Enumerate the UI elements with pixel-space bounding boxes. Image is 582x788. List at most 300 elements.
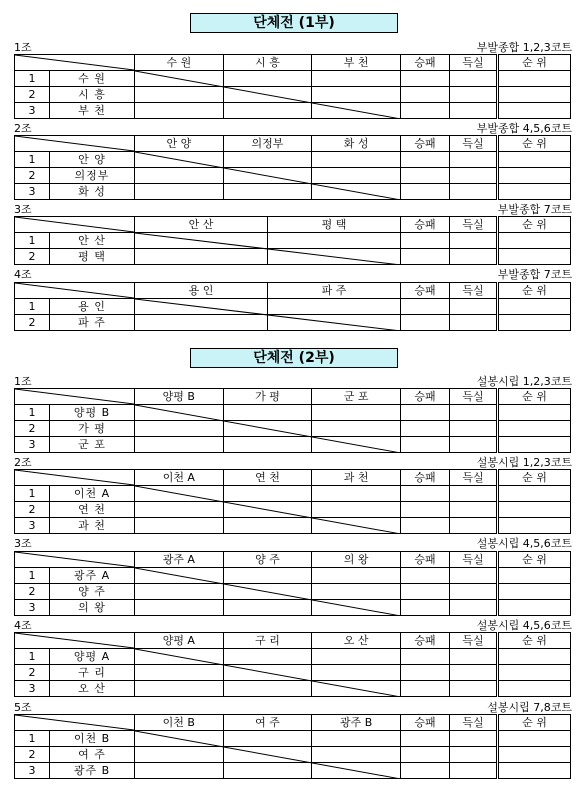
- result-cell[interactable]: [135, 405, 224, 421]
- header-team: 안 산: [135, 217, 268, 233]
- header-winloss: 승패: [401, 283, 450, 299]
- table-row: [15, 405, 571, 421]
- row-team: 이천 B: [50, 731, 135, 747]
- goals-cell[interactable]: [449, 584, 497, 600]
- row-number: 3: [15, 184, 50, 200]
- court-info: 설봉시립 1,2,3코트: [476, 456, 572, 469]
- table-row: [15, 299, 571, 315]
- rank-cell[interactable]: [497, 71, 570, 87]
- rank-cell[interactable]: [498, 299, 571, 315]
- corner-cell: [15, 633, 135, 649]
- result-cell[interactable]: [223, 584, 312, 600]
- row-number: 2: [15, 584, 50, 600]
- winloss-cell[interactable]: [400, 681, 449, 697]
- rank-cell[interactable]: [497, 518, 570, 534]
- group-label: 1조: [14, 375, 32, 388]
- header-team: 화 성: [312, 136, 401, 152]
- row-number: 2: [15, 87, 50, 103]
- goals-cell[interactable]: [449, 665, 497, 681]
- result-cell[interactable]: [268, 299, 401, 315]
- header-team: 의 왕: [312, 552, 401, 568]
- row-team: 시 흥: [50, 87, 135, 103]
- row-number: 2: [15, 168, 50, 184]
- goals-cell[interactable]: [450, 249, 498, 265]
- row-team: 파 주: [50, 315, 135, 331]
- goals-cell[interactable]: [449, 747, 497, 763]
- winloss-cell[interactable]: [400, 184, 449, 200]
- header-rank: 순 위: [497, 389, 570, 405]
- result-cell[interactable]: [223, 168, 312, 184]
- result-cell[interactable]: [135, 665, 224, 681]
- result-cell[interactable]: [223, 747, 312, 763]
- group-label: 3조: [14, 537, 32, 550]
- goals-cell[interactable]: [449, 437, 497, 453]
- header-team: 부 천: [312, 55, 401, 71]
- result-cell[interactable]: [223, 405, 312, 421]
- rank-cell[interactable]: [497, 731, 570, 747]
- result-cell[interactable]: [312, 87, 401, 103]
- result-cell[interactable]: [135, 103, 224, 119]
- court-info: 설봉시립 4,5,6코트: [476, 537, 572, 550]
- result-cell[interactable]: [312, 600, 401, 616]
- group-table: [14, 632, 571, 697]
- goals-cell[interactable]: [449, 600, 497, 616]
- court-info: 설봉시립 1,2,3코트: [476, 375, 572, 388]
- corner-cell: [15, 136, 135, 152]
- rank-cell[interactable]: [497, 184, 570, 200]
- result-cell[interactable]: [312, 518, 401, 534]
- row-number: 1: [15, 405, 50, 421]
- header-team: 여 주: [223, 715, 312, 731]
- result-cell[interactable]: [223, 518, 312, 534]
- header-rank: 순 위: [498, 283, 571, 299]
- winloss-cell[interactable]: [400, 103, 449, 119]
- row-number: 3: [15, 103, 50, 119]
- header-rank: 순 위: [497, 55, 570, 71]
- header-team: 양평 A: [135, 633, 224, 649]
- winloss-cell[interactable]: [400, 71, 449, 87]
- winloss-cell[interactable]: [401, 233, 450, 249]
- row-number: 1: [15, 731, 50, 747]
- group-label: 1조: [14, 41, 32, 54]
- goals-cell[interactable]: [449, 568, 497, 584]
- winloss-cell[interactable]: [400, 486, 449, 502]
- result-cell[interactable]: [312, 747, 401, 763]
- group-table: [14, 135, 571, 200]
- goals-cell[interactable]: [449, 168, 497, 184]
- group-table: [14, 469, 571, 534]
- table-row: [15, 249, 571, 265]
- row-number: 2: [15, 421, 50, 437]
- corner-cell: [15, 217, 135, 233]
- result-cell[interactable]: [135, 502, 224, 518]
- result-cell[interactable]: [223, 71, 312, 87]
- header-rank: 순 위: [497, 552, 570, 568]
- result-cell[interactable]: [312, 184, 401, 200]
- header-row: [15, 552, 571, 568]
- result-cell[interactable]: [312, 649, 401, 665]
- rank-cell[interactable]: [497, 405, 570, 421]
- winloss-cell[interactable]: [400, 763, 449, 779]
- result-cell[interactable]: [135, 233, 268, 249]
- header-rank: 순 위: [497, 470, 570, 486]
- result-cell[interactable]: [135, 184, 224, 200]
- goals-cell[interactable]: [449, 152, 497, 168]
- goals-cell[interactable]: [449, 763, 497, 779]
- row-team: 양 주: [50, 584, 135, 600]
- rank-cell[interactable]: [497, 649, 570, 665]
- result-cell[interactable]: [135, 168, 224, 184]
- result-cell[interactable]: [268, 233, 401, 249]
- goals-cell[interactable]: [449, 184, 497, 200]
- row-number: 2: [15, 249, 50, 265]
- result-cell[interactable]: [312, 763, 401, 779]
- rank-cell[interactable]: [497, 502, 570, 518]
- result-cell[interactable]: [312, 152, 401, 168]
- result-cell[interactable]: [135, 299, 268, 315]
- header-winloss: 승패: [400, 552, 449, 568]
- goals-cell[interactable]: [449, 486, 497, 502]
- row-number: 1: [15, 71, 50, 87]
- winloss-cell[interactable]: [400, 568, 449, 584]
- header-team: 구 리: [223, 633, 312, 649]
- goals-cell[interactable]: [449, 649, 497, 665]
- result-cell[interactable]: [135, 747, 224, 763]
- rank-cell[interactable]: [497, 152, 570, 168]
- goals-cell[interactable]: [449, 731, 497, 747]
- goals-cell[interactable]: [449, 518, 497, 534]
- result-cell[interactable]: [223, 763, 312, 779]
- result-cell[interactable]: [223, 600, 312, 616]
- header-winloss: 승패: [400, 715, 449, 731]
- table-row: [15, 584, 571, 600]
- result-cell[interactable]: [135, 584, 224, 600]
- header-row: [15, 55, 571, 71]
- row-number: 2: [15, 665, 50, 681]
- header-rank: 순 위: [497, 633, 570, 649]
- row-team: 과 천: [50, 518, 135, 534]
- row-number: 2: [15, 747, 50, 763]
- table-row: [15, 518, 571, 534]
- goals-cell[interactable]: [449, 405, 497, 421]
- goals-cell[interactable]: [450, 299, 498, 315]
- winloss-cell[interactable]: [400, 87, 449, 103]
- court-info: 부발종합 1,2,3코트: [476, 41, 572, 54]
- header-goals: 득실: [449, 389, 497, 405]
- goals-cell[interactable]: [450, 315, 498, 331]
- row-team: 가 평: [50, 421, 135, 437]
- table-row: [15, 87, 571, 103]
- table-row: [15, 747, 571, 763]
- group-label: 4조: [14, 619, 32, 632]
- group-label: 2조: [14, 122, 32, 135]
- winloss-cell[interactable]: [400, 731, 449, 747]
- header-goals: 득실: [450, 217, 498, 233]
- result-cell[interactable]: [223, 502, 312, 518]
- winloss-cell[interactable]: [400, 421, 449, 437]
- row-team: 군 포: [50, 437, 135, 453]
- row-team: 광주 A: [50, 568, 135, 584]
- header-goals: 득실: [449, 55, 497, 71]
- result-cell[interactable]: [223, 568, 312, 584]
- result-cell[interactable]: [135, 731, 224, 747]
- table-row: [15, 233, 571, 249]
- goals-cell[interactable]: [449, 502, 497, 518]
- header-team: 군 포: [312, 389, 401, 405]
- table-row: [15, 681, 571, 697]
- table-row: [15, 568, 571, 584]
- row-team: 여 주: [50, 747, 135, 763]
- winloss-cell[interactable]: [400, 747, 449, 763]
- result-cell[interactable]: [223, 665, 312, 681]
- court-info: 부발종합 7코트: [497, 268, 572, 281]
- result-cell[interactable]: [223, 87, 312, 103]
- corner-cell: [15, 283, 135, 299]
- header-winloss: 승패: [400, 470, 449, 486]
- header-goals: 득실: [449, 715, 497, 731]
- header-team: 양평 B: [135, 389, 224, 405]
- result-cell[interactable]: [223, 731, 312, 747]
- table-row: [15, 184, 571, 200]
- result-cell[interactable]: [312, 681, 401, 697]
- court-info: 부발종합 4,5,6코트: [476, 122, 572, 135]
- header-team: 양 주: [223, 552, 312, 568]
- result-cell[interactable]: [135, 71, 224, 87]
- row-number: 3: [15, 518, 50, 534]
- header-rank: 순 위: [497, 136, 570, 152]
- header-winloss: 승패: [400, 633, 449, 649]
- rank-cell[interactable]: [497, 486, 570, 502]
- row-team: 용 인: [50, 299, 135, 315]
- result-cell[interactable]: [312, 486, 401, 502]
- result-cell[interactable]: [312, 168, 401, 184]
- group-label: 3조: [14, 203, 32, 216]
- table-row: [15, 600, 571, 616]
- group-table: [14, 216, 571, 265]
- rank-cell[interactable]: [497, 763, 570, 779]
- rank-cell[interactable]: [497, 168, 570, 184]
- corner-cell: [15, 470, 135, 486]
- row-number: 3: [15, 437, 50, 453]
- header-winloss: 승패: [400, 55, 449, 71]
- rank-cell[interactable]: [497, 665, 570, 681]
- court-info: 부발종합 7코트: [497, 203, 572, 216]
- winloss-cell[interactable]: [401, 249, 450, 265]
- result-cell[interactable]: [223, 152, 312, 168]
- table-row: [15, 437, 571, 453]
- rank-cell[interactable]: [497, 421, 570, 437]
- result-cell[interactable]: [223, 437, 312, 453]
- header-team: 이천 A: [135, 470, 224, 486]
- header-team: 시 흥: [223, 55, 312, 71]
- row-number: 3: [15, 763, 50, 779]
- header-team: 평 택: [268, 217, 401, 233]
- winloss-cell[interactable]: [400, 502, 449, 518]
- goals-cell[interactable]: [449, 681, 497, 697]
- row-team: 양평 A: [50, 649, 135, 665]
- row-team: 연 천: [50, 502, 135, 518]
- row-team: 수 원: [50, 71, 135, 87]
- group-table: [14, 282, 571, 331]
- goals-cell[interactable]: [449, 71, 497, 87]
- rank-cell[interactable]: [497, 747, 570, 763]
- row-number: 3: [15, 681, 50, 697]
- header-team: 가 평: [223, 389, 312, 405]
- header-row: [15, 389, 571, 405]
- result-cell[interactable]: [135, 87, 224, 103]
- corner-cell: [15, 55, 135, 71]
- header-team: 연 천: [223, 470, 312, 486]
- result-cell[interactable]: [223, 649, 312, 665]
- header-row: [15, 633, 571, 649]
- header-team: 광주 B: [312, 715, 401, 731]
- header-team: 오 산: [312, 633, 401, 649]
- result-cell[interactable]: [135, 421, 224, 437]
- result-cell[interactable]: [312, 103, 401, 119]
- header-rank: 순 위: [497, 715, 570, 731]
- header-team: 과 천: [312, 470, 401, 486]
- result-cell[interactable]: [135, 486, 224, 502]
- header-row: [15, 470, 571, 486]
- result-cell[interactable]: [268, 249, 401, 265]
- winloss-cell[interactable]: [400, 665, 449, 681]
- winloss-cell[interactable]: [400, 518, 449, 534]
- rank-cell[interactable]: [498, 233, 571, 249]
- goals-cell[interactable]: [449, 421, 497, 437]
- header-goals: 득실: [449, 552, 497, 568]
- header-team: 용 인: [135, 283, 268, 299]
- court-info: 설봉시립 7,8코트: [487, 701, 572, 714]
- result-cell[interactable]: [135, 518, 224, 534]
- winloss-cell[interactable]: [400, 600, 449, 616]
- result-cell[interactable]: [223, 103, 312, 119]
- corner-cell: [15, 715, 135, 731]
- rank-cell[interactable]: [497, 681, 570, 697]
- row-number: 2: [15, 315, 50, 331]
- winloss-cell[interactable]: [400, 405, 449, 421]
- header-row: [15, 136, 571, 152]
- winloss-cell[interactable]: [401, 315, 450, 331]
- table-row: [15, 665, 571, 681]
- result-cell[interactable]: [135, 437, 224, 453]
- court-info: 설봉시립 4,5,6코트: [476, 619, 572, 632]
- table-row: [15, 486, 571, 502]
- rank-cell[interactable]: [497, 87, 570, 103]
- result-cell[interactable]: [312, 568, 401, 584]
- row-team: 광주 B: [50, 763, 135, 779]
- table-row: [15, 103, 571, 119]
- group-label: 5조: [14, 701, 32, 714]
- winloss-cell[interactable]: [401, 299, 450, 315]
- result-cell[interactable]: [135, 600, 224, 616]
- table-row: [15, 763, 571, 779]
- winloss-cell[interactable]: [400, 437, 449, 453]
- row-team: 화 성: [50, 184, 135, 200]
- result-cell[interactable]: [135, 249, 268, 265]
- header-team: 파 주: [268, 283, 401, 299]
- result-cell[interactable]: [135, 649, 224, 665]
- row-team: 부 천: [50, 103, 135, 119]
- result-cell[interactable]: [268, 315, 401, 331]
- result-cell[interactable]: [223, 184, 312, 200]
- header-goals: 득실: [449, 633, 497, 649]
- row-number: 1: [15, 486, 50, 502]
- table-row: [15, 315, 571, 331]
- winloss-cell[interactable]: [400, 649, 449, 665]
- row-team: 안 양: [50, 152, 135, 168]
- header-team: 수 원: [135, 55, 224, 71]
- corner-cell: [15, 552, 135, 568]
- group-table: [14, 388, 571, 453]
- header-winloss: 승패: [400, 389, 449, 405]
- row-team: 의정부: [50, 168, 135, 184]
- table-row: [15, 71, 571, 87]
- winloss-cell[interactable]: [400, 152, 449, 168]
- division-title: 단체전 (2부): [190, 348, 398, 368]
- header-goals: 득실: [449, 470, 497, 486]
- result-cell[interactable]: [135, 763, 224, 779]
- result-cell[interactable]: [135, 681, 224, 697]
- goals-cell[interactable]: [449, 103, 497, 119]
- result-cell[interactable]: [312, 665, 401, 681]
- rank-cell[interactable]: [497, 584, 570, 600]
- row-number: 3: [15, 600, 50, 616]
- result-cell[interactable]: [312, 421, 401, 437]
- row-team: 의 왕: [50, 600, 135, 616]
- result-cell[interactable]: [312, 437, 401, 453]
- header-goals: 득실: [450, 283, 498, 299]
- header-team: 광주 A: [135, 552, 224, 568]
- row-number: 1: [15, 568, 50, 584]
- rank-cell[interactable]: [497, 103, 570, 119]
- header-row: [15, 217, 571, 233]
- row-team: 오 산: [50, 681, 135, 697]
- rank-cell[interactable]: [497, 437, 570, 453]
- rank-cell[interactable]: [498, 315, 571, 331]
- table-row: [15, 168, 571, 184]
- result-cell[interactable]: [223, 681, 312, 697]
- header-team: 안 양: [135, 136, 224, 152]
- result-cell[interactable]: [312, 584, 401, 600]
- winloss-cell[interactable]: [400, 584, 449, 600]
- result-cell[interactable]: [223, 486, 312, 502]
- rank-cell[interactable]: [497, 600, 570, 616]
- group-table: [14, 714, 571, 779]
- result-cell[interactable]: [223, 421, 312, 437]
- result-cell[interactable]: [135, 568, 224, 584]
- row-team: 평 택: [50, 249, 135, 265]
- rank-cell[interactable]: [497, 568, 570, 584]
- result-cell[interactable]: [312, 405, 401, 421]
- result-cell[interactable]: [312, 71, 401, 87]
- result-cell[interactable]: [312, 502, 401, 518]
- header-winloss: 승패: [401, 217, 450, 233]
- rank-cell[interactable]: [498, 249, 571, 265]
- result-cell[interactable]: [135, 315, 268, 331]
- row-number: 1: [15, 233, 50, 249]
- result-cell[interactable]: [135, 152, 224, 168]
- goals-cell[interactable]: [449, 87, 497, 103]
- table-row: [15, 649, 571, 665]
- winloss-cell[interactable]: [400, 168, 449, 184]
- result-cell[interactable]: [312, 731, 401, 747]
- corner-cell: [15, 389, 135, 405]
- group-table: [14, 551, 571, 616]
- header-rank: 순 위: [498, 217, 571, 233]
- goals-cell[interactable]: [450, 233, 498, 249]
- header-row: [15, 283, 571, 299]
- row-team: 구 리: [50, 665, 135, 681]
